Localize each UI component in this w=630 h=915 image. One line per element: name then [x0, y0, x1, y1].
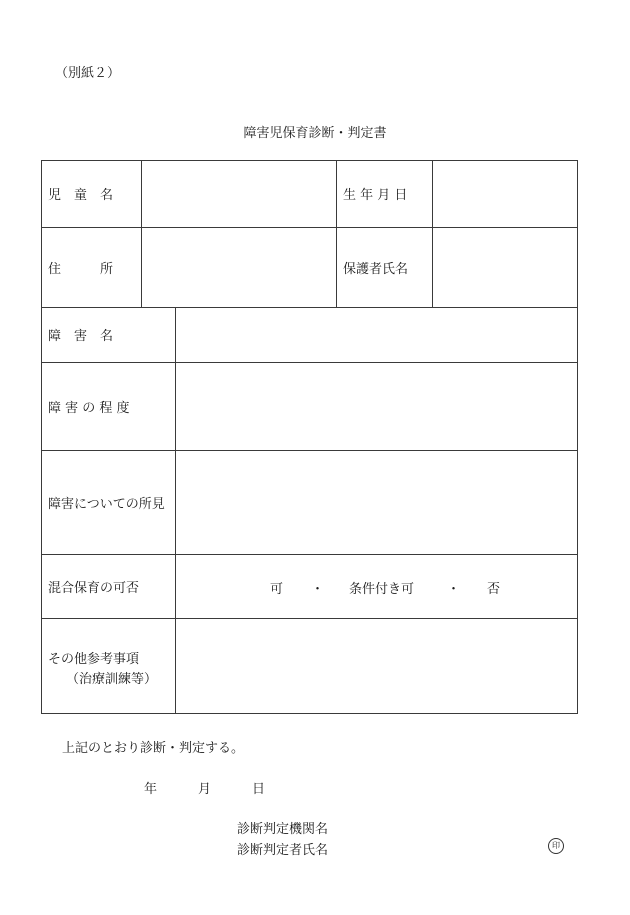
birth-date-label: 生 年 月 日 [343, 188, 408, 203]
date-year-label: 年 [144, 782, 158, 797]
findings-label: 障害についての所見 [48, 496, 165, 512]
disability-name-label: 障 害 名 [48, 329, 114, 344]
attachment-label: （別紙２） [55, 66, 121, 81]
option-separator: ・ [311, 582, 325, 597]
other-notes-field[interactable] [176, 619, 577, 713]
findings-field[interactable] [176, 451, 577, 554]
guardian-name-label: 保護者氏名 [343, 261, 409, 277]
option-separator: ・ [447, 582, 461, 597]
child-name-field[interactable] [142, 161, 336, 227]
birth-date-field[interactable] [433, 161, 577, 227]
date-month-label: 月 [198, 782, 212, 797]
option-yes[interactable]: 可 [270, 582, 284, 597]
address-label: 住 所 [48, 261, 114, 277]
mixed-care-label: 混合保育の可否 [48, 580, 140, 596]
disability-name-field[interactable] [176, 308, 577, 362]
statement-text: 上記のとおり診断・判定する。 [62, 741, 245, 756]
guardian-name-field[interactable] [433, 228, 577, 307]
other-notes-label: その他参考事項 [48, 652, 140, 667]
institution-label: 診断判定機関名 [237, 822, 329, 837]
disability-degree-label: 障 害 の 程 度 [48, 400, 130, 416]
document-title: 障害児保育診断・判定書 [243, 126, 387, 141]
option-no[interactable]: 否 [487, 582, 501, 597]
examiner-label: 診断判定者氏名 [237, 843, 329, 858]
seal-mark: 印 [548, 838, 564, 854]
child-name-label: 児 童 名 [48, 188, 114, 203]
option-conditional[interactable]: 条件付き可 [349, 582, 415, 597]
date-day-label: 日 [252, 782, 266, 797]
address-field[interactable] [142, 228, 336, 307]
disability-degree-field[interactable] [176, 363, 577, 450]
other-notes-sublabel: （治療訓練等） [66, 672, 158, 687]
